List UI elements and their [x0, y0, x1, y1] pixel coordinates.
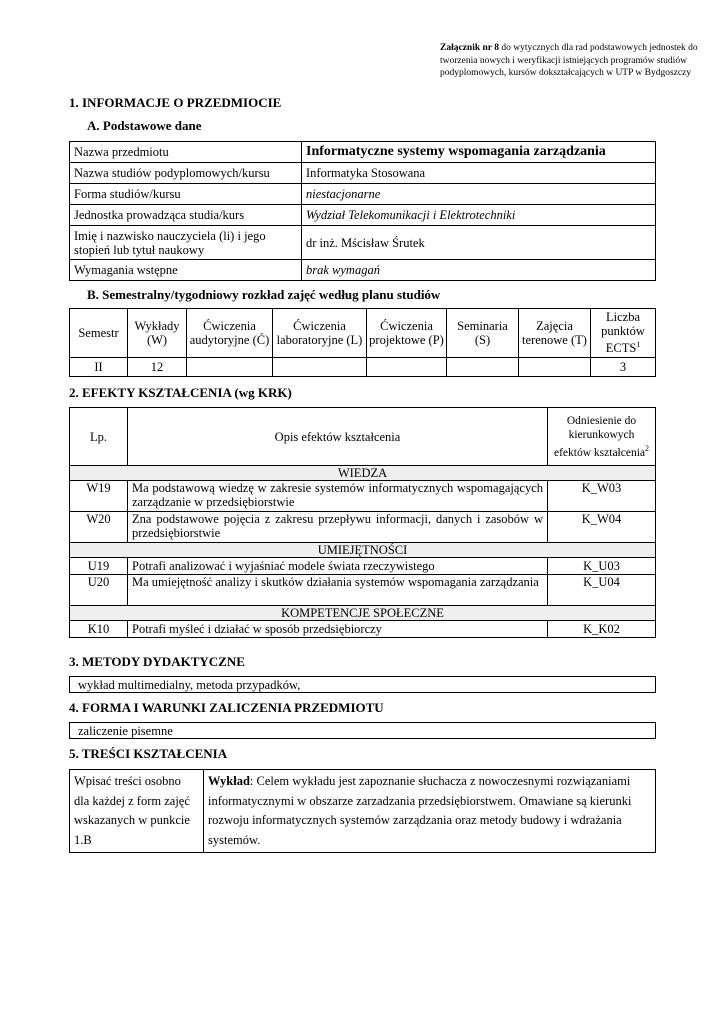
lecture-text: : Celem wykładu jest zapoznanie słuchacza z nowoczesnymi rozwiązaniami informatycznymi w obszarze zarzadzania przedsiębiorstwem. Omawiane są kierunki rozwoju informatycznych systemów zarządzania oraz metody budowy i wdrażania systemów. — [208, 774, 632, 847]
header-lp: Lp. — [70, 408, 128, 466]
value-cell — [367, 358, 447, 377]
header-cell-ects — [591, 309, 656, 358]
row-label: Forma studiów/kursu — [70, 184, 302, 205]
outcome-desc: Zna podstawowe pojęcia z zakresu przepływu informacji, danych i zasobów w przedsiębiorstwie — [128, 512, 548, 543]
value-cell: II — [70, 358, 128, 377]
attachment-note — [440, 42, 710, 80]
content-cell — [204, 770, 656, 853]
table-header-row — [70, 408, 656, 466]
row-label: Jednostka prowadząca studia/kurs — [70, 205, 302, 226]
section-4-title: 4. FORMA I WARUNKI ZALICZENIA PRZEDMIOTU — [69, 700, 384, 715]
schedule-table — [69, 308, 656, 377]
table-row — [70, 575, 656, 606]
outcome-desc: Ma podstawową wiedzę w zakresie systemów informatycznych wspomagających zarządzanie w przedsiębiorstwie — [128, 481, 548, 512]
attachment-note-bold: Załącznik nr 8 — [440, 43, 499, 53]
table-row — [70, 205, 656, 226]
header-desc: Opis efektów kształcenia — [128, 408, 548, 466]
study-form: niestacjonarne — [302, 184, 656, 205]
basic-data-table — [69, 141, 656, 281]
table-row — [70, 512, 656, 543]
row-label: Nazwa studiów podyplomowych/kursu — [70, 163, 302, 184]
outcome-code: U19 — [70, 558, 128, 575]
outcome-desc: Potrafi analizować i wyjaśniać modele świata rzeczywistego — [128, 558, 548, 575]
learning-outcomes-table — [69, 407, 656, 638]
header-cell: Zajęcia terenowe (T) — [519, 309, 591, 358]
value-cell — [447, 358, 519, 377]
group-wiedza: WIEDZA — [70, 466, 656, 481]
group-row — [70, 543, 656, 558]
outcome-code: K10 — [70, 621, 128, 638]
table-row — [70, 358, 656, 377]
section-1b-title: B. Semestralny/tygodniowy rozkład zajęć według planu studiów — [87, 287, 441, 302]
row-label: Nazwa przedmiotu — [70, 142, 302, 163]
group-kompetencje: KOMPETENCJE SPOŁECZNE — [70, 606, 656, 621]
faculty: Wydział Telekomunikacji i Elektrotechniki — [302, 205, 656, 226]
outcome-ref: K_U04 — [548, 575, 656, 606]
assessment-box: zaliczenie pisemne — [69, 722, 656, 739]
row-label: Wymagania wstępne — [70, 260, 302, 281]
outcome-ref: K_K02 — [548, 621, 656, 638]
section-1a-title: A. Podstawowe dane — [87, 118, 202, 133]
table-row — [70, 621, 656, 638]
value-cell — [273, 358, 367, 377]
table-row — [70, 481, 656, 512]
header-cell: Ćwiczenia laboratoryjne (L) — [273, 309, 367, 358]
footnote-1: 1 — [636, 340, 641, 350]
section-1-title: 1. INFORMACJE O PRZEDMIOCIE — [69, 95, 282, 110]
value-cell: 12 — [128, 358, 187, 377]
teacher-name: dr inż. Mścisław Śrutek — [302, 226, 656, 260]
section-2-title: 2. EFEKTY KSZTAŁCENIA (wg KRK) — [69, 385, 292, 400]
outcome-desc: Ma umiejętność analizy i skutków działania systemów wspomagania zarządzania — [128, 575, 548, 606]
section-3-title: 3. METODY DYDAKTYCZNE — [69, 654, 245, 669]
value-cell: 3 — [591, 358, 656, 377]
table-row — [70, 226, 656, 260]
table-row — [70, 558, 656, 575]
ects-header-label: Liczba punktów ECTS — [601, 310, 645, 356]
group-row — [70, 606, 656, 621]
lecture-label: Wykład — [208, 774, 250, 788]
section-5-title: 5. TREŚCI KSZTAŁCENIA — [69, 746, 228, 761]
outcome-code: U20 — [70, 575, 128, 606]
footnote-2: 2 — [645, 443, 649, 453]
outcome-desc: Potrafi myśleć i działać w sposób przedsiębiorczy — [128, 621, 548, 638]
header-cell: Ćwiczenia audytoryjne (Ć) — [187, 309, 273, 358]
methods-box: wykład multimedialny, metoda przypadków, — [69, 676, 656, 693]
content-table — [69, 769, 656, 853]
outcome-ref: K_W04 — [548, 512, 656, 543]
table-row — [70, 184, 656, 205]
table-row — [70, 142, 656, 163]
group-umiejetnosci: UMIEJĘTNOŚCI — [70, 543, 656, 558]
header-cell: Wykłady (W) — [128, 309, 187, 358]
header-cell: Semestr — [70, 309, 128, 358]
header-cell: Ćwiczenia projektowe (P) — [367, 309, 447, 358]
outcome-code: W19 — [70, 481, 128, 512]
table-header-row — [70, 309, 656, 358]
program-name: Informatyka Stosowana — [302, 163, 656, 184]
header-ref-label: Odniesienie do kierunkowych efektów kształcenia — [554, 414, 645, 459]
header-cell: Seminaria (S) — [447, 309, 519, 358]
attachment-note-text: do wytycznych dla rad podstawowych jednostek do tworzenia nowych i weryfikacji istniejących programów studiów podyplomowych, kursów dokształcających w UTP w Bydgoszczy — [440, 43, 698, 78]
group-row — [70, 466, 656, 481]
table-row — [70, 770, 656, 853]
header-ref — [548, 408, 656, 466]
outcome-code: W20 — [70, 512, 128, 543]
instruction-cell: Wpisać treści osobno dla każdej z form zajęć wskazanych w punkcie 1.B — [70, 770, 204, 853]
value-cell — [187, 358, 273, 377]
prerequisites: brak wymagań — [302, 260, 656, 281]
table-row — [70, 163, 656, 184]
row-label: Imię i nazwisko nauczyciela (li) i jego stopień lub tytuł naukowy — [70, 226, 302, 260]
course-name: Informatyczne systemy wspomagania zarządzania — [302, 142, 656, 163]
value-cell — [519, 358, 591, 377]
table-row — [70, 260, 656, 281]
outcome-ref: K_W03 — [548, 481, 656, 512]
outcome-ref: K_U03 — [548, 558, 656, 575]
